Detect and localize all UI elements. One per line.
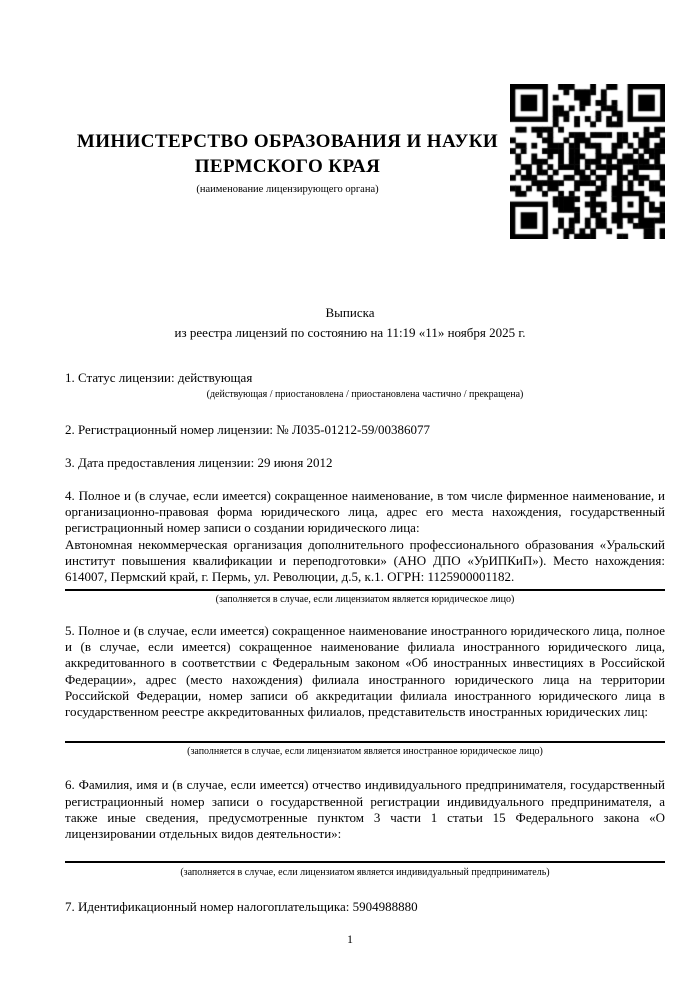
ministry-name-line2: ПЕРМСКОГО КРАЯ xyxy=(194,156,381,177)
document-title xyxy=(0,303,700,343)
qr-code-icon xyxy=(510,84,665,239)
entrepreneur-label: 6. Фамилия, имя и (в случае, если имеется) отчество индивидуального предпринимателя, государственный регистрационный номер записи о государственной регистрации индивидуального предпринимателя, а также иные сведения, предусмотренные пунктом 3 части 1 статьи 15 Федерального закона «О лицензировании отдельных видов деятельности»: xyxy=(65,777,665,842)
document-title-line1: Выписка xyxy=(325,305,375,320)
fill-line xyxy=(65,589,665,591)
document-title-line2: из реестра лицензий по состоянию на 11:19 «11» ноября 2025 г. xyxy=(174,325,526,340)
taxpayer-id-line: 7. Идентификационный номер налогоплательщика: 5904988880 xyxy=(65,898,418,914)
ministry-name-caption: (наименование лицензирующего органа) xyxy=(196,184,379,195)
legal-entity-label: 4. Полное и (в случае, если имеется) сокращенное наименование, в том числе фирменное наименование, и организационно-правовая форма юридического лица, адрес его места нахождения, государственный регистрационный номер записи о создании юридического лица: xyxy=(65,487,665,536)
foreign-entity-caption: (заполняется в случае, если лицензиатом является иностранное юридическое лицо) xyxy=(187,746,543,758)
page-number: 1 xyxy=(347,931,353,946)
legal-entity-caption: (заполняется в случае, если лицензиатом является юридическое лицо) xyxy=(215,593,515,605)
license-status-line: 1. Статус лицензии: действующая xyxy=(65,370,253,385)
grant-date-line: 3. Дата предоставления лицензии: 29 июня 2012 xyxy=(65,454,333,470)
foreign-entity-label: 5. Полное и (в случае, если имеется) сокращенное наименование иностранного юридического лица, полное и (в случае, если имеется) сокращенное наименование филиала иностранного юридического лица, аккредитованного в соответствии с Федеральным законом «Об иностранных инвестициях в Российской Федерации», адрес (место нахождения) филиала иностранного юридического лица на территории Российской Федерации, номер записи об аккредитации филиала иностранного юридического лица в государственном реестре аккредитованных филиалов, представительств иностранных юридических лиц: xyxy=(65,622,665,720)
document-body xyxy=(65,370,665,915)
ministry-name-line1: МИНИСТЕРСТВО ОБРАЗОВАНИЯ И НАУКИ xyxy=(76,131,499,152)
registration-number-line: 2. Регистрационный номер лицензии: № Л035-01212-59/00386077 xyxy=(65,422,431,438)
entrepreneur-caption: (заполняется в случае, если лицензиатом является индивидуальный предприниматель) xyxy=(180,866,550,878)
legal-entity-section xyxy=(65,488,665,537)
fill-line xyxy=(65,741,665,743)
legal-entity-value: Автономная некоммерческая организация дополнительного профессионального образования «Уральский институт повышения квалификации и переподготовки» (АНО ДПО «УрИПКиП»). Место нахождения: 614007, Пермский край, г. Пермь, ул. Революции, д.5, к.1. ОГРН: 1125900001182. xyxy=(65,536,665,585)
license-status-caption: (действующая / приостановлена / приостановлена частично / прекращена) xyxy=(206,389,524,401)
document-header xyxy=(65,84,665,239)
fill-line xyxy=(65,861,665,863)
licensing-authority-block xyxy=(65,84,510,196)
